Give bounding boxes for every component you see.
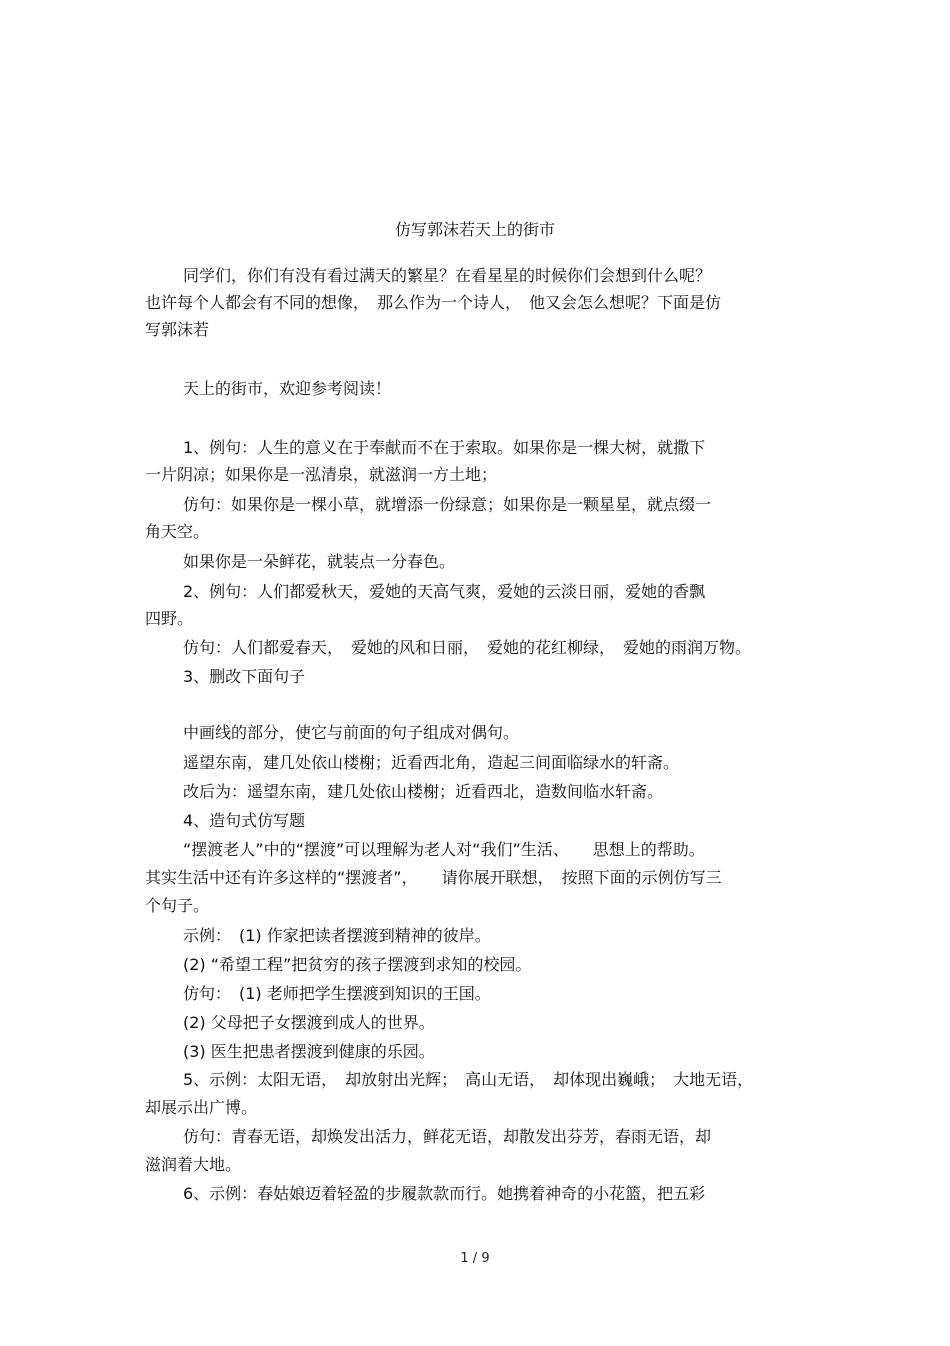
text-line: 3、删改下面句子: [183, 667, 306, 686]
text-line: 5、示例：太阳无语， 却放射出光辉； 高山无语， 却体现出巍峨； 大地无语，: [183, 1070, 754, 1089]
text-line: 仿句：人们都爱春天， 爱她的风和日丽， 爱她的花红柳绿， 爱她的雨润万物。: [183, 638, 752, 657]
text-line: “摆渡老人”中的“摆渡”可以理解为老人对“我们”生活、 思想上的帮助。: [183, 840, 705, 859]
text-line: (3) 医生把患者摆渡到健康的乐园。: [183, 1042, 435, 1061]
text-line: 仿句： (1) 老师把学生摆渡到知识的王国。: [183, 984, 491, 1003]
text-line: 也许每个人都会有不同的想像， 那么作为一个诗人， 他又会怎么想呢？下面是仿: [145, 293, 722, 312]
text-line: 4、造句式仿写题: [183, 811, 306, 830]
text-line: 四野。: [145, 609, 194, 628]
text-line: 改后为：遥望东南，建几处依山楼榭；近看西北，造数间临水轩斋。: [183, 782, 664, 801]
text-line: 1、例句：人生的意义在于奉献而不在于索取。如果你是一棵大树，就撒下: [183, 438, 706, 457]
text-line: (2) 父母把子女摆渡到成人的世界。: [183, 1013, 435, 1032]
text-line: 示例： (1) 作家把读者摆渡到精神的彼岸。: [183, 926, 491, 945]
text-line: 一片阴凉；如果你是一泓清泉，就滋润一方土地；: [145, 465, 498, 484]
text-line: 个句子。: [145, 896, 210, 915]
page-number: 1 / 9: [460, 1251, 490, 1266]
text-line: 却展示出广博。: [145, 1098, 258, 1117]
text-line: 遥望东南，建几处依山楼榭；近看西北角，造起三间面临绿水的轩斋。: [183, 753, 680, 772]
text-line: 其实生活中还有许多这样的“摆渡者”， 请你展开联想， 按照下面的示例仿写三: [145, 868, 722, 887]
text-line: 仿句：青春无语，却焕发出活力，鲜花无语，却散发出芬芳，春雨无语，却: [183, 1127, 712, 1146]
text-line: 写郭沫若: [145, 320, 210, 339]
text-line: 中画线的部分，使它与前面的句子组成对偶句。: [183, 723, 520, 742]
text-line: 如果你是一朵鲜花，就装点一分春色。: [183, 552, 456, 571]
text-line: 同学们，你们有没有看过满天的繁星？在看星星的时候你们会想到什么呢？: [183, 266, 712, 285]
text-line: 天上的街市，欢迎参考阅读！: [183, 379, 392, 398]
text-line: 仿句：如果你是一棵小草，就增添一份绿意；如果你是一颗星星，就点缀一: [183, 495, 712, 514]
text-line: 滋润着大地。: [145, 1155, 242, 1174]
text-line: (2) “希望工程”把贫穷的孩子摆渡到求知的校园。: [183, 955, 532, 974]
text-line: 6、示例：春姑娘迈着轻盈的步履款款而行。她携着神奇的小花篮，把五彩: [183, 1184, 706, 1203]
text-line: 角天空。: [145, 522, 210, 541]
text-line: 2、例句：人们都爱秋天，爱她的天高气爽，爱她的云淡日丽，爱她的香飘: [183, 582, 706, 601]
document-title: 仿写郭沫若天上的街市: [394, 220, 555, 239]
